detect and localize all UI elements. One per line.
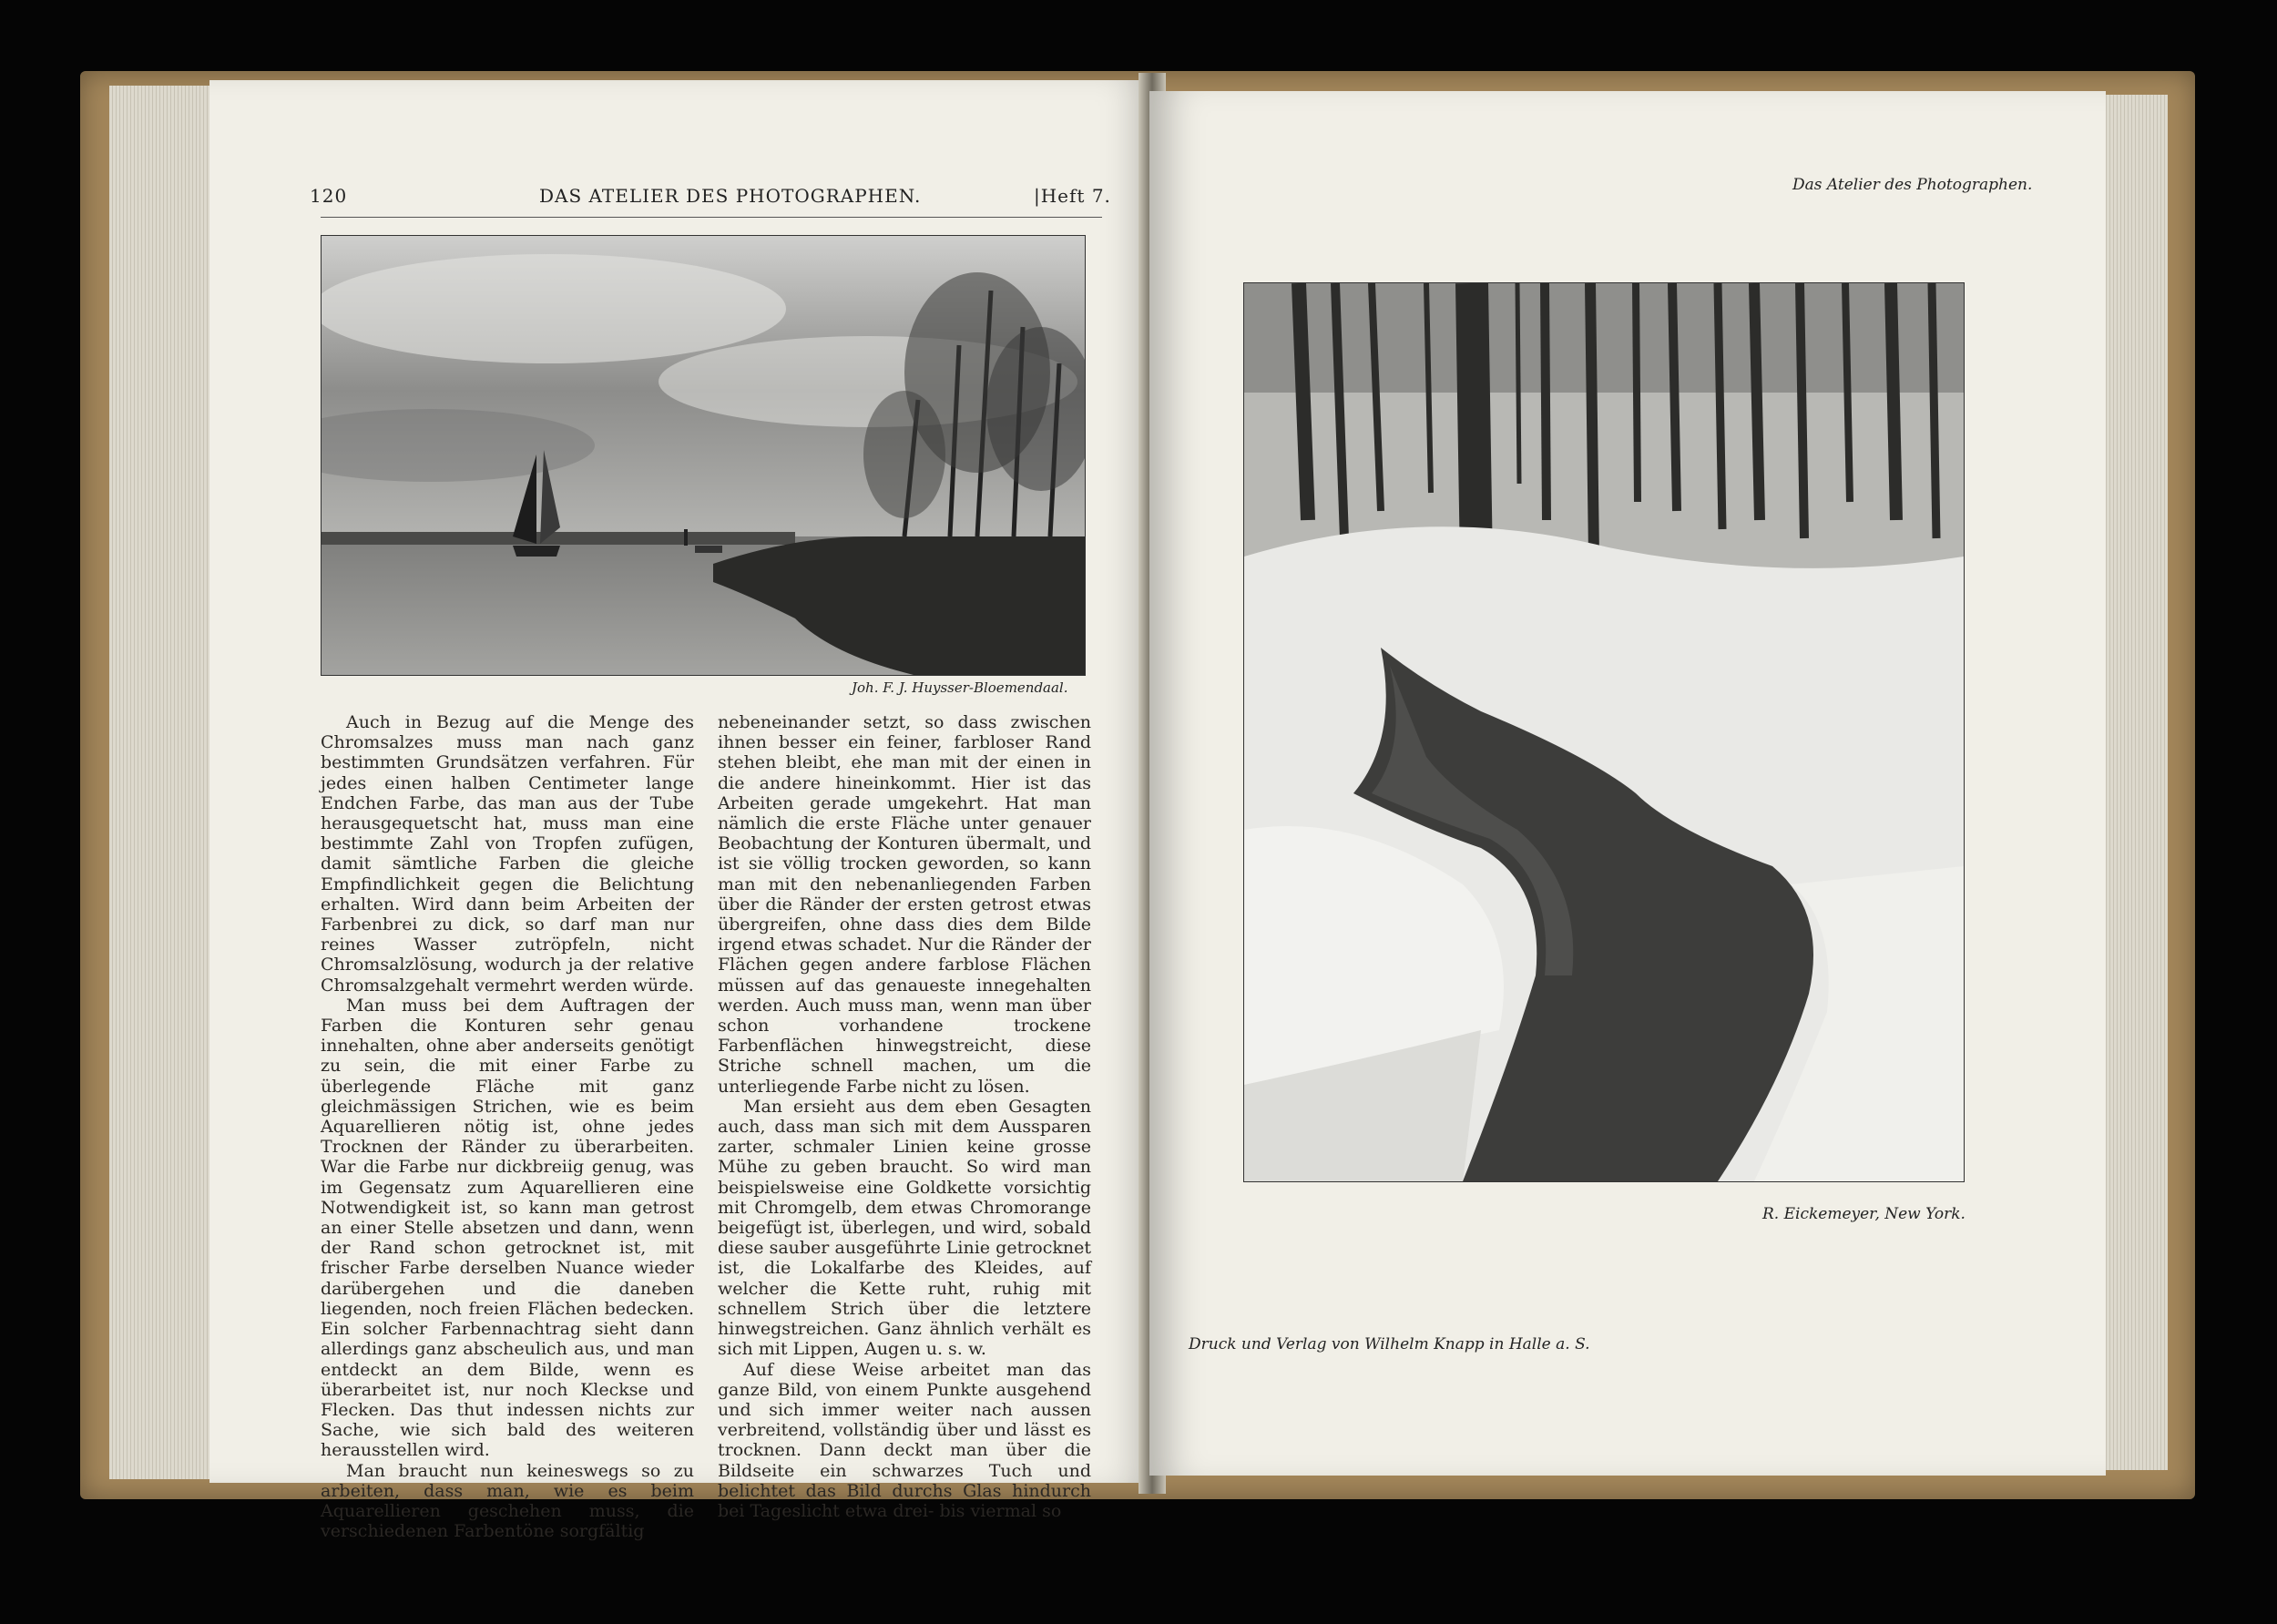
header-rule <box>321 217 1102 218</box>
paragraph: nebeneinander setzt, so dass zwischen ihnen besser ein feiner, farbloser Rand stehen bleibt, ehe man mit der einen in die andere hineinkommt. Hier ist das Arbeiten gerade umgekehrt. Hat man nämlich die erste Fläche unter genauer Beobachtung der Konturen übermalt, und ist sie völlig trocken geworden, so kann man mit den nebenanliegenden Farben über die Ränder der ersten getrost etwas übergreifen, ohne dass dies dem Bilde irgend etwas schadet. Nur die Ränder der Flächen gegen andere farblose Flächen müssen auf das genaueste innegehalten werden. Auch muss man, wenn man über schon vorhandene trockene Farbenflächen hinwegstreicht, diese Striche schnell machen, um die unterliegende Farbe nicht zu lösen. <box>718 712 1091 1097</box>
paragraph: Auf diese Weise arbeitet man das ganze Bild, von einem Punkte ausgehend und sich immer weiter nach aussen verbreitend, vollständig über und lässt es trocknen. Dann deckt man über die Bildseite ein schwarzes Tuch und belichtet das Bild durchs Glas hindurch bei Tageslicht etwa drei- bis viermal so <box>718 1359 1091 1521</box>
paragraph: Man braucht nun keineswegs so zu arbeiten, dass man, wie es beim Aquarellieren geschehen muss, die verschiedenen Farbentöne sorgfältig <box>321 1460 694 1542</box>
paragraph: Man muss bei dem Auftragen der Farben die Konturen sehr genau innehalten, ohne aber anderseits genötigt zu sein, die mit einer Farbe zu überlegende Fläche mit ganz gleichmässigen Strichen, wie es beim Aquarellieren nötig ist, ohne jedes Trocknen der Ränder zu überarbeiten. War die Farbe nur dickbreiig genug, was im Gegensatz zum Aquarellieren eine Notwendigkeit ist, so kann man getrost an einer Stelle absetzen und dann, wenn der Rand schon getrocknet ist, mit frischer Farbe derselben Nuance wieder darübergehen und die daneben liegenden, noch freien Flächen bedecken. Ein solcher Farbennachtrag sieht dann allerdings ganz abscheulich aus, und man entdeckt an dem Bilde, wenn es überarbeitet ist, nur noch Kleckse und Flecken. Das thut indessen nichts zur Sache, wie sich bald des weiteren herausstellen wird. <box>321 995 694 1461</box>
publisher-imprint: Druck und Verlag von Wilhelm Knapp in Halle a. S. <box>1189 1335 1590 1353</box>
running-title-right: Das Atelier des Photographen. <box>1792 176 2033 194</box>
paragraph: Man ersieht aus dem eben Gesagten auch, dass man sich mit dem Aussparen zarter, schmaler Linien keine grosse Mühe zu geben braucht. So wird man beispielsweise eine Goldkette vorsichtig mit Chromgelb, dem etwas Chromorange beigefügt ist, überlegen, und wird, sobald diese sauber ausgeführte Linie getrocknet ist, die Lokalfarbe des Kleides, auf welcher die Kette ruht, ruhig mit schnellem Strich über die letztere hinwegstreichen. Ganz ähnlich verhält es sich mit Lippen, Augen u. s. w. <box>718 1096 1091 1360</box>
paragraph: Auch in Bezug auf die Menge des Chromsalzes muss man nach ganz bestimmten Grundsätzen verfahren. Für jedes einen halben Centimeter lange Endchen Farbe, das man aus der Tube herausgequetscht hat, muss man eine bestimmte Zahl von Tropfen zufügen, damit sämtliche Farben die gleiche Empfindlichkeit gegen die Belichtung erhalten. Wird dann beim Arbeiten der Farbenbrei zu dick, so darf man nur reines Wasser zutröpfeln, nicht Chromsalzlösung, wodurch ja der relative Chromsalzgehalt vermehrt werden würde. <box>321 712 694 996</box>
winter-stream-photo <box>1243 282 1965 1182</box>
photo-credit-left: Joh. F. J. Huysser-Bloemendaal. <box>852 679 1068 696</box>
page-edges-left <box>109 86 217 1479</box>
landscape-photo-sailboat <box>321 235 1086 676</box>
sailboat-lake-illustration <box>322 236 1085 675</box>
page-number: 120 <box>310 185 348 207</box>
issue-number: |Heft 7. <box>1034 185 1111 207</box>
photo-credit-right: R. Eickemeyer, New York. <box>1762 1205 1966 1223</box>
text-column-2 <box>718 712 1091 1521</box>
snowy-forest-illustration <box>1244 283 1964 1181</box>
text-column-1 <box>321 712 694 1541</box>
running-title-left: DAS ATELIER DES PHOTOGRAPHEN. <box>539 185 922 207</box>
